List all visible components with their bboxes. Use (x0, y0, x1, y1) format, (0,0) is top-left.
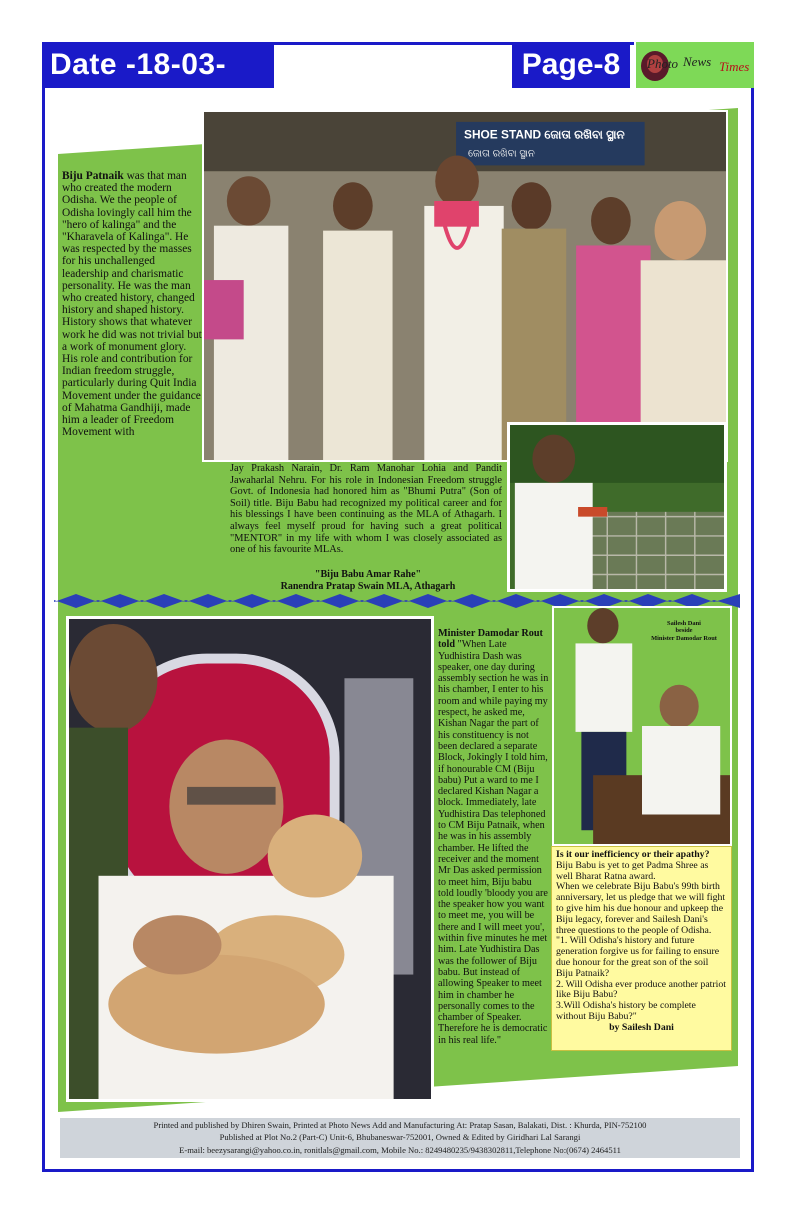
apathy-sidebar (551, 846, 732, 1051)
sidebar-question-2: 2. Will Odisha ever produce another patriot like Biju Babu? (556, 978, 727, 1001)
page-number: Page-8 (512, 42, 630, 88)
sidebar-question-1: "1. Will Odisha's history and future generation forgive us for failing to ensure due honour for the great son of the soil Biju Patnaik? (556, 935, 720, 979)
photo-news-times-logo-icon (637, 44, 753, 86)
caption-line-3: Minister Damodar Rout (651, 634, 717, 642)
biju-patnaik-crowd-photo (202, 110, 728, 462)
top-story-lead (62, 170, 202, 438)
imprint-footer (60, 1118, 740, 1158)
slogan: "Biju Babu Amar Rahe" (314, 569, 422, 580)
logo-word-photo: Photo (647, 56, 679, 71)
sidebar-heading: Is it our inefficiency or their apathy? (556, 849, 710, 860)
logo-word-times: Times (719, 59, 750, 74)
mla-garden-photo (507, 422, 727, 592)
byline: Ranendra Pratap Swain MLA, Athagarh (280, 580, 456, 592)
logo-word-news: News (683, 54, 712, 69)
bottom-story-lead-name: Minister Damodar Rout told (438, 628, 543, 651)
sidebar-para-1: Biju Babu is yet to get Padma Shree as well Bharat Ratna award. (556, 859, 709, 882)
sidebar-question-3: 3.Will Odisha's history be complete without Biju Babu?" (556, 1000, 696, 1022)
sidebar-para-2: When we celebrate Biju Babu's 99th birth anniversary, let us pledge that we will fight to give him his due honour and upkeep the Biju legacy, forever and Sailesh Dani's three questions to the people of Odisha. (556, 881, 726, 936)
top-story-lead-text: was that man who created the modern Odisha. We the people of Odisha lovingly call him the "hero of kalinga" and the "Kharavela of Kalinga". He was respected by the masses for his unchallenged leadership and charismatic personality. He was the man who created history, changed history and shaped history. History shows that whatever work he did was not trivial but a work of monument glory. His role and contribution for Indian freedom struggle, particularly during Quit India Movement under the guidance of Mahatma Gandhiji, made him a leader of Freedom Movement with (62, 170, 202, 439)
top-story-lead-name: Biju Patnaik (62, 170, 124, 182)
bottom-story-body: "When Late Yudhistira Dash was speaker, one day during assembly section he was in his chamber, I enter to his room and while paying my respect, he asked me, Kishan Nagar the part of his constituency is not been declared a separate Block, Jokingly I told him, if honourable CM (Biju babu) Put a ward to me I declared Kishan Nagar a block. Immediately, late Yudhistira Das telephoned to CM Biju Patnaik, when he was in his assembly chamber. He lifted the receiver and the moment Mr Das asked permission to meet him, Biju babu told loudly 'bloody you are the speaker how you want to meet me, you will be there and I will meet you', within five minutes he met him. Late Yudhistira Das was the follower of Biju babu. But instead of allowing Speaker to meet him in chamber he personally comes to the chamber of Speaker. Therefore he is democratic in his real life." (438, 639, 549, 1046)
shoe-stand-sign: SHOE STAND ଜୋତା ରଖିବା ସ୍ଥାନ (464, 127, 625, 142)
newspaper-logo (634, 42, 754, 88)
shoe-stand-sign-odia: ଜୋତା ରଖିବା ସ୍ଥାନ (467, 148, 535, 160)
footer-line-3: E-mail: beezysarangi@yahoo.co.in, ronitlals@gmail.com, Mobile No.: 8249480235/9438302811,Telephone No:(0674) 2464511 (179, 1144, 621, 1155)
bottom-story-text (438, 628, 550, 1046)
top-story-continued: Jay Prakash Narain, Dr. Ram Manohar Lohia and Pandit Jawaharlal Nehru. For his role in Indonesian Freedom struggle Govt. of Indonesia had honored him as "Bhumi Putra" (Son of Soil) title. Biju Babu had recognized my political career and for his blessings I have been continuing as the MLA of Athagarh. I always feel myself proud for having such a great political "MENTOR" in my life with whom I was closely associated as one of his favourite MLAs. (230, 463, 502, 556)
biju-patnaik-lion-cub-photo (66, 616, 434, 1102)
issue-date: Date -18-03-2025 (42, 42, 274, 88)
photo-caption (640, 620, 728, 642)
footer-line-1: Printed and published by Dhiren Swain, Printed at Photo News Add and Manufacturing At: Pratap Sasan, Balakati, Dist. : Khurda, PIN-752100 (153, 1120, 647, 1130)
sidebar-signature: by Sailesh Dani (609, 1021, 674, 1033)
footer-line-2: Published at Plot No.2 (Part-C) Unit-6, Bhubaneswar-752001, Owned & Edited by Giridhari Lal Sarangi (219, 1132, 581, 1143)
caption-line-2: beside (675, 627, 693, 635)
caption-line-1: Sailesh Dani (667, 620, 701, 627)
